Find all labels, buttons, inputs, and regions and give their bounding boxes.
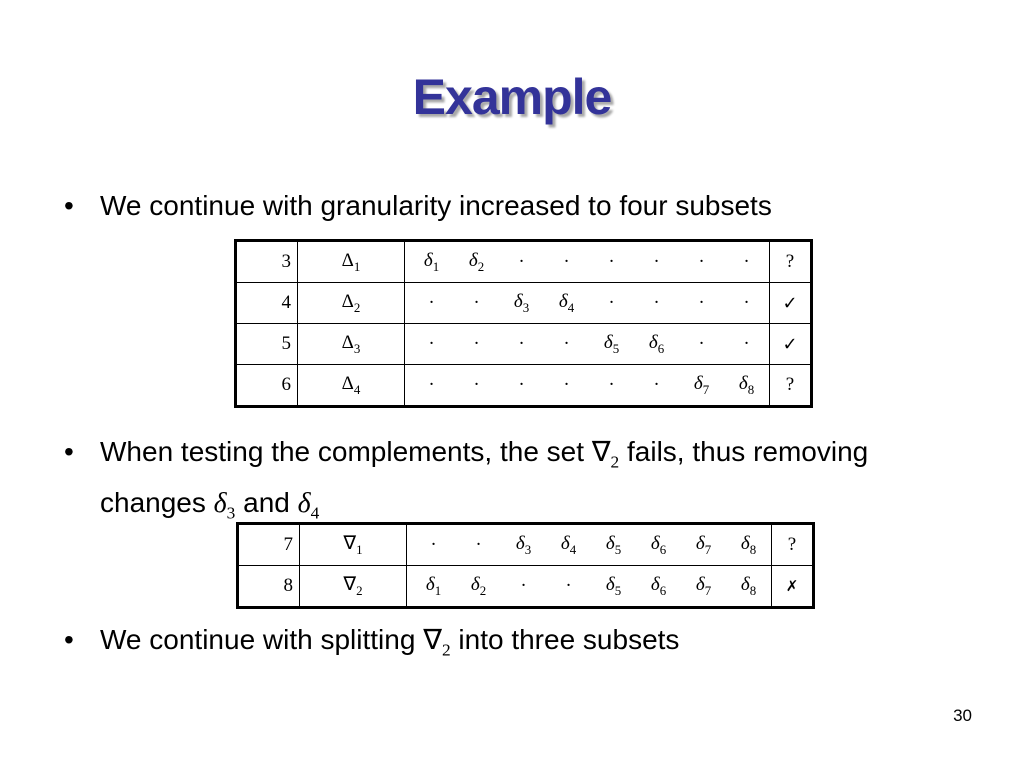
table-row (238, 524, 814, 566)
change-delta: $\delta_6$ (634, 324, 679, 365)
change-empty: · (405, 324, 455, 365)
change-empty: · (724, 283, 770, 324)
bullet-1-text: We continue with granularity increased to four subsets (100, 190, 772, 221)
change-delta: $\delta_6$ (636, 566, 681, 608)
change-empty: · (501, 566, 546, 608)
change-empty: · (405, 365, 455, 407)
table-row (238, 566, 814, 608)
change-empty: · (405, 283, 455, 324)
subset-label: $\Delta_2$ (298, 283, 405, 324)
change-empty: · (589, 365, 634, 407)
change-delta: $\delta_4$ (544, 283, 589, 324)
change-empty: · (454, 365, 499, 407)
nabla-symbol: $\nabla_2$ (591, 437, 620, 472)
change-empty: · (456, 524, 501, 566)
bullet-2-text-middle: fails, thus removing changes (100, 436, 869, 518)
change-delta: $\delta_6$ (636, 524, 681, 566)
change-empty: · (634, 283, 679, 324)
change-empty: · (546, 566, 591, 608)
subset-label: $\Delta_3$ (298, 324, 405, 365)
bullet-dot: • (64, 436, 74, 467)
change-empty: · (589, 241, 634, 283)
change-delta: $\delta_3$ (501, 524, 546, 566)
table-row (236, 283, 812, 324)
change-empty: · (679, 241, 724, 283)
subset-label: $\Delta_1$ (298, 241, 405, 283)
change-delta: $\delta_8$ (724, 365, 770, 407)
change-empty: · (724, 324, 770, 365)
bullet-3-text (100, 620, 960, 671)
table-row (236, 365, 812, 407)
bullet-2-text-and: and (235, 486, 298, 518)
change-delta: $\delta_1$ (407, 566, 457, 608)
change-delta: $\delta_7$ (681, 566, 726, 608)
change-empty: · (544, 365, 589, 407)
bullet-dot: • (64, 624, 74, 655)
table-subsets-delta (234, 239, 813, 408)
step-number: 7 (238, 524, 300, 566)
bullet-2-text-before: When testing the complements, the set (100, 436, 592, 467)
bullet-dot: • (64, 190, 74, 221)
change-empty: · (589, 283, 634, 324)
test-result: ✓ (770, 283, 812, 324)
delta-change-symbol: $\delta_3$ (213, 487, 236, 523)
test-result: ✓ (770, 324, 812, 365)
bullet-3-text-before: We continue with splitting (100, 624, 424, 655)
change-empty: · (634, 241, 679, 283)
change-delta: $\delta_2$ (456, 566, 501, 608)
bullet-3-text-after: into three subsets (450, 624, 680, 655)
step-number: 4 (236, 283, 298, 324)
change-delta: $\delta_5$ (591, 566, 636, 608)
change-delta: $\delta_3$ (499, 283, 544, 324)
change-delta: $\delta_2$ (454, 241, 499, 283)
change-empty: · (499, 365, 544, 407)
test-result: ? (772, 524, 814, 566)
change-delta: $\delta_5$ (591, 524, 636, 566)
change-delta: $\delta_7$ (681, 524, 726, 566)
change-empty: · (407, 524, 457, 566)
change-empty: · (499, 324, 544, 365)
test-result: ? (770, 241, 812, 283)
change-delta: $\delta_5$ (589, 324, 634, 365)
slide-title: Example (412, 69, 612, 125)
step-number: 6 (236, 365, 298, 407)
table-complements-nabla (236, 522, 815, 609)
subset-label: $\nabla_2$ (300, 566, 407, 608)
test-result: ✗ (772, 566, 814, 608)
change-delta: $\delta_8$ (726, 524, 772, 566)
change-delta: $\delta_7$ (679, 365, 724, 407)
table-row (236, 241, 812, 283)
page-number: 30 (953, 706, 972, 725)
change-empty: · (454, 283, 499, 324)
delta-change-symbol: $\delta_4$ (297, 487, 320, 523)
change-delta: $\delta_4$ (546, 524, 591, 566)
subset-label: $\nabla_1$ (300, 524, 407, 566)
change-empty: · (679, 283, 724, 324)
change-empty: · (544, 241, 589, 283)
step-number: 8 (238, 566, 300, 608)
change-empty: · (724, 241, 770, 283)
change-empty: · (454, 324, 499, 365)
bullet-2-text (100, 432, 960, 533)
subset-label: $\Delta_4$ (298, 365, 405, 407)
nabla-symbol: $\nabla_2$ (423, 625, 451, 660)
change-delta: $\delta_8$ (726, 566, 772, 608)
step-number: 3 (236, 241, 298, 283)
change-empty: · (679, 324, 724, 365)
table-row (236, 324, 812, 365)
change-empty: · (499, 241, 544, 283)
change-empty: · (544, 324, 589, 365)
change-empty: · (634, 365, 679, 407)
test-result: ? (770, 365, 812, 407)
change-delta: $\delta_1$ (405, 241, 455, 283)
step-number: 5 (236, 324, 298, 365)
